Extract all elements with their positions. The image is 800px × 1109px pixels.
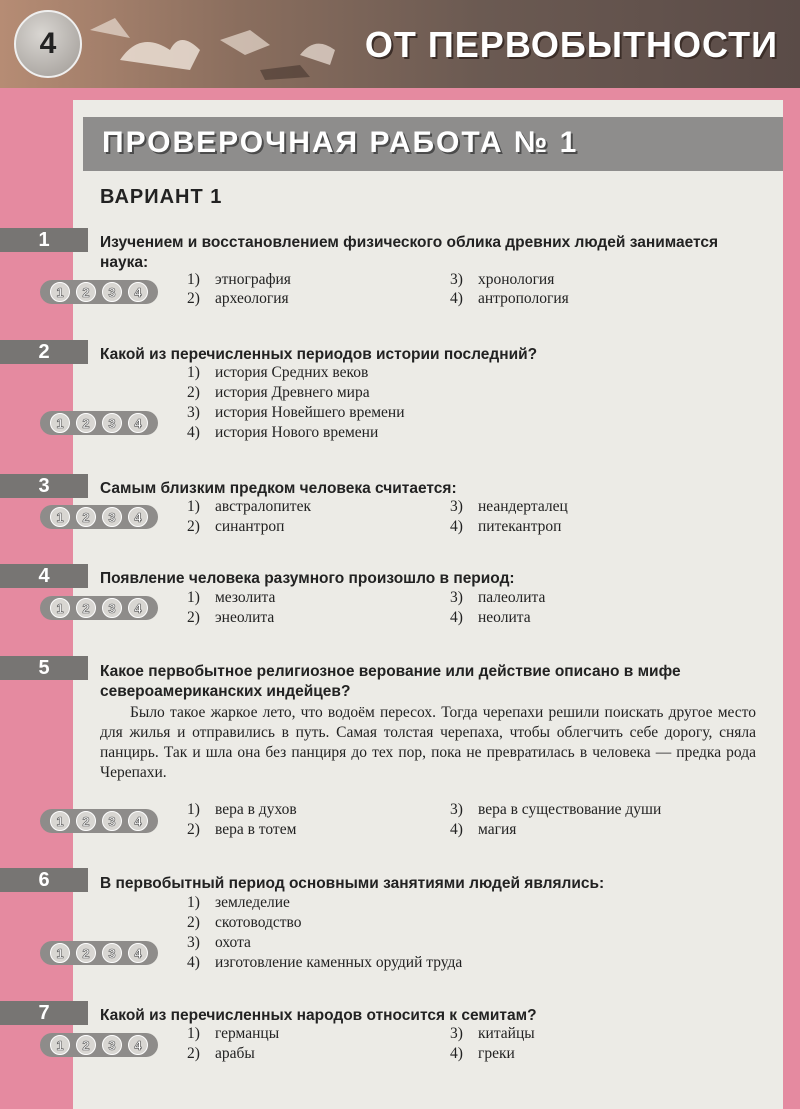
question-number: 3	[0, 474, 88, 498]
question-number: 2	[0, 340, 88, 364]
option-item: 4) неолита	[450, 609, 531, 626]
option-item: 1) вера в духов	[187, 801, 297, 818]
option-item: 4) греки	[450, 1045, 515, 1062]
answer-option-1[interactable]: 1	[50, 507, 70, 527]
option-item: 4) питекантроп	[450, 518, 562, 535]
page-number: 4	[14, 10, 82, 78]
variant-heading: ВАРИАНТ 1	[100, 186, 223, 208]
answer-option-4[interactable]: 4	[128, 507, 148, 527]
answer-selector[interactable]	[40, 280, 158, 304]
answer-option-4[interactable]: 4	[128, 943, 148, 963]
answer-option-3[interactable]: 3	[102, 811, 122, 831]
answer-option-1[interactable]: 1	[50, 943, 70, 963]
answer-option-1[interactable]: 1	[50, 598, 70, 618]
myth-passage: Было такое жаркое лето, что водоём пересох. Тогда черепахи решили поискать другое место для жилья и отправились в путь. Самая толстая черепаха, чтобы облегчить себе дорогу, сняла панцирь. Так и шла она без панциря до тех пор, пока не превратилась в человека — предка рода Черепахи.	[100, 704, 756, 781]
question-number: 5	[0, 656, 88, 680]
option-item: 2) археология	[187, 290, 289, 307]
question-text: Какое первобытное религиозное верование или действие описано в мифе североамериканских индейцев?	[100, 663, 681, 700]
answer-option-4[interactable]: 4	[128, 598, 148, 618]
answer-option-1[interactable]: 1	[50, 413, 70, 433]
answer-option-3[interactable]: 3	[102, 507, 122, 527]
option-item: 4) магия	[450, 821, 517, 838]
answer-option-3[interactable]: 3	[102, 1035, 122, 1055]
answer-selector[interactable]	[40, 411, 158, 435]
answer-option-2[interactable]: 2	[76, 943, 96, 963]
option-item: 1) история Средних веков	[187, 364, 369, 381]
question-text: Изучением и восстановлением физического облика древних людей занимается наука:	[100, 234, 719, 271]
answer-option-1[interactable]: 1	[50, 811, 70, 831]
question-number: 1	[0, 228, 88, 252]
answer-option-1[interactable]: 1	[50, 1035, 70, 1055]
question-number: 4	[0, 564, 88, 588]
answer-selector[interactable]	[40, 505, 158, 529]
option-item: 2) история Древнего мира	[187, 384, 370, 401]
question-text: Какой из перечисленных народов относится к семитам?	[100, 1007, 537, 1024]
answer-option-2[interactable]: 2	[76, 282, 96, 302]
answer-option-2[interactable]: 2	[76, 507, 96, 527]
chapter-title: ОТ ПЕРВОБЫТНОСТИ	[364, 24, 778, 65]
answer-option-3[interactable]: 3	[102, 598, 122, 618]
question-text: В первобытный период основными занятиями людей являлись:	[100, 875, 605, 892]
option-item: 4) антропология	[450, 290, 569, 307]
question-text: Появление человека разумного произошло в период:	[100, 570, 515, 587]
answer-option-2[interactable]: 2	[76, 1035, 96, 1055]
answer-option-1[interactable]: 1	[50, 282, 70, 302]
option-item: 4) изготовление каменных орудий труда	[187, 954, 463, 971]
option-item: 3) охота	[187, 934, 251, 951]
option-item: 2) арабы	[187, 1045, 255, 1062]
option-item: 3) неандерталец	[450, 498, 568, 515]
answer-selector[interactable]	[40, 1033, 158, 1057]
answer-selector[interactable]	[40, 809, 158, 833]
answer-option-4[interactable]: 4	[128, 811, 148, 831]
option-item: 2) скотоводство	[187, 914, 302, 931]
option-item: 1) германцы	[187, 1025, 280, 1042]
option-item: 2) вера в тотем	[187, 821, 297, 838]
option-item: 3) палеолита	[450, 589, 546, 606]
answer-option-3[interactable]: 3	[102, 943, 122, 963]
question-number: 6	[0, 868, 88, 892]
answer-option-2[interactable]: 2	[76, 413, 96, 433]
answer-selector[interactable]	[40, 941, 158, 965]
answer-option-2[interactable]: 2	[76, 811, 96, 831]
question-number: 7	[0, 1001, 88, 1025]
answer-option-3[interactable]: 3	[102, 282, 122, 302]
option-item: 1) мезолита	[187, 589, 276, 606]
answer-option-3[interactable]: 3	[102, 413, 122, 433]
answer-selector[interactable]	[40, 596, 158, 620]
option-item: 1) австралопитек	[187, 498, 311, 515]
option-item: 2) энеолита	[187, 609, 275, 626]
option-item: 4) история Нового времени	[187, 424, 379, 441]
question-text: Самым близким предком человека считается:	[100, 480, 457, 497]
option-item: 2) синантроп	[187, 518, 285, 535]
option-item: 1) земледелие	[187, 894, 290, 911]
answer-option-4[interactable]: 4	[128, 413, 148, 433]
answer-option-2[interactable]: 2	[76, 598, 96, 618]
chapter-header	[0, 0, 800, 88]
test-title: ПРОВЕРОЧНАЯ РАБОТА № 1	[102, 126, 579, 159]
question-text: Какой из перечисленных периодов истории последний?	[100, 346, 538, 363]
option-item: 3) китайцы	[450, 1025, 535, 1042]
option-item: 3) история Новейшего времени	[187, 404, 405, 421]
option-item: 3) вера в существование души	[450, 801, 662, 818]
test-title-bar	[83, 117, 783, 171]
answer-option-4[interactable]: 4	[128, 282, 148, 302]
answer-option-4[interactable]: 4	[128, 1035, 148, 1055]
option-item: 3) хронология	[450, 271, 555, 288]
option-item: 1) этнография	[187, 271, 291, 288]
